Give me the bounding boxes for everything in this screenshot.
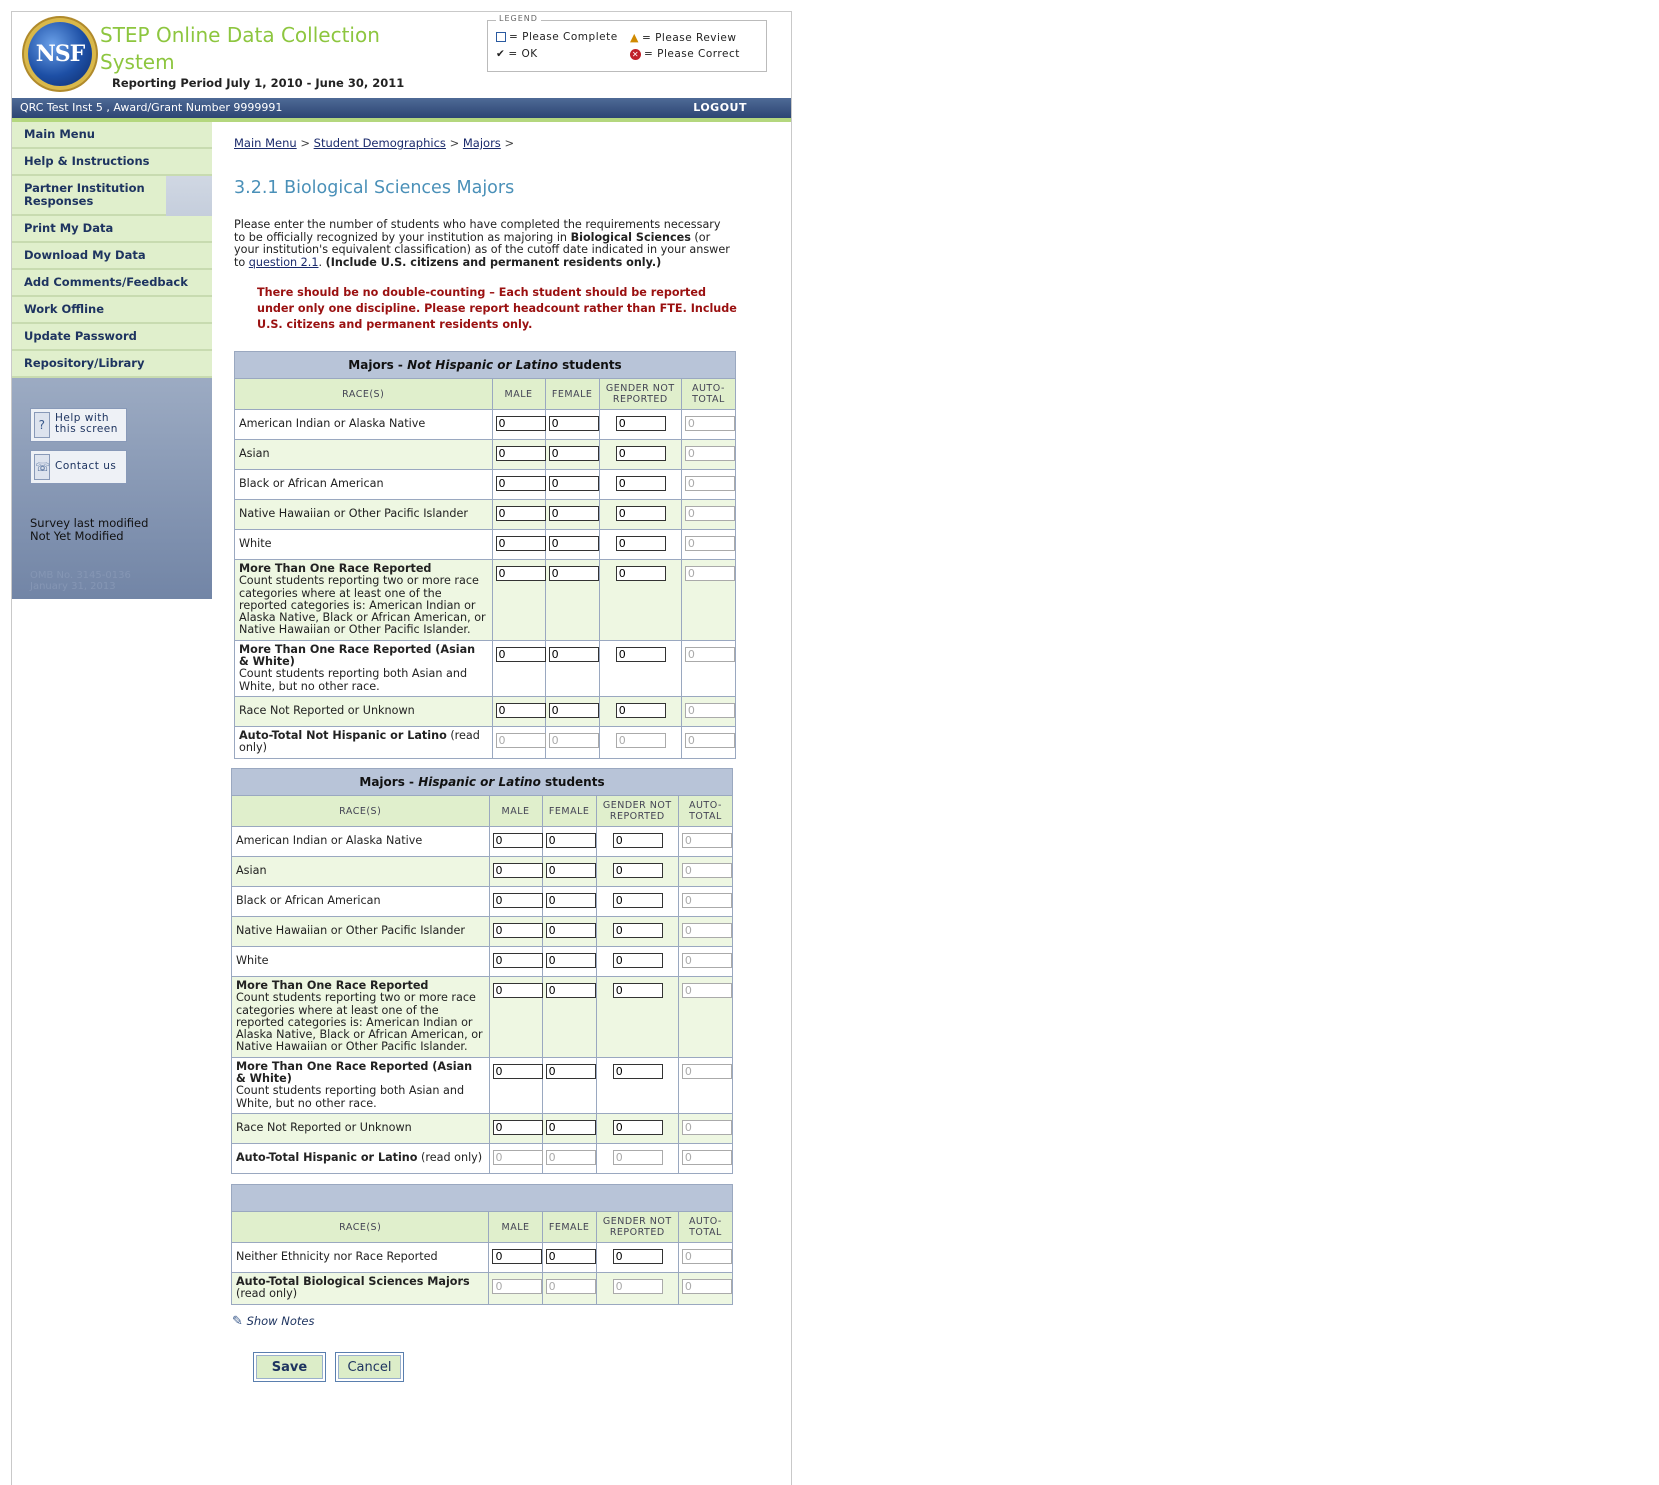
table-row bbox=[232, 887, 733, 917]
table-row bbox=[235, 440, 736, 470]
table-not-hispanic bbox=[234, 351, 736, 759]
row-suffix: (read only) bbox=[417, 1151, 483, 1165]
col-header-auto-total: AUTO-TOTAL bbox=[678, 1212, 732, 1243]
auto-total-field bbox=[685, 446, 735, 461]
caption-suffix: students bbox=[557, 358, 622, 372]
sidebar-item-add-comments[interactable]: Add Comments/Feedback bbox=[12, 270, 212, 297]
total-male-field bbox=[496, 733, 546, 748]
row-label: More Than One Race Reported bbox=[239, 562, 432, 575]
breadcrumb-separator: > bbox=[504, 136, 515, 150]
row-label: More Than One Race Reported (Asian & White) bbox=[236, 1059, 473, 1086]
sidebar-item-repository-library[interactable]: Repository/Library bbox=[12, 351, 212, 378]
contact-us-label: Contact us bbox=[55, 460, 117, 472]
col-header-male: MALE bbox=[489, 1212, 542, 1243]
table-row bbox=[235, 726, 736, 758]
gender-not-reported-input[interactable] bbox=[616, 416, 666, 431]
question-mark-icon: ? bbox=[34, 412, 50, 438]
checkmark-icon: ✔ bbox=[496, 48, 506, 60]
col-header-female: FEMALE bbox=[542, 796, 596, 827]
col-header-male: MALE bbox=[492, 379, 545, 410]
legend-ok bbox=[496, 48, 538, 60]
institution-info: QRC Test Inst 5 , Award/Grant Number 9999991 bbox=[20, 101, 283, 114]
intro-bold-tail: (Include U.S. citizens and permanent residents only.) bbox=[325, 255, 662, 269]
row-description: Count students reporting both Asian and White, but no other race. bbox=[239, 667, 468, 693]
col-header-race: RACE(S) bbox=[232, 1212, 489, 1243]
sidebar-item-download-my-data[interactable]: Download My Data bbox=[12, 243, 212, 270]
female-input[interactable] bbox=[546, 863, 596, 878]
row-label: American Indian or Alaska Native bbox=[232, 827, 490, 857]
row-label: Black or African American bbox=[235, 470, 493, 500]
auto-total-field bbox=[685, 566, 735, 581]
intro-part2: (or your institution's equivalent classification) as of the cutoff date indicated in your answer to bbox=[234, 230, 730, 269]
female-input[interactable] bbox=[549, 416, 599, 431]
male-input[interactable] bbox=[493, 953, 543, 968]
table-row bbox=[235, 696, 736, 726]
table-row bbox=[232, 1243, 733, 1273]
row-label-block bbox=[232, 977, 490, 1058]
row-label-block bbox=[232, 1143, 490, 1173]
col-header-auto-total: AUTO-TOTAL bbox=[681, 379, 735, 410]
male-input[interactable] bbox=[493, 833, 543, 848]
intro-part1: Please enter the number of students who have completed the requirements necessary to be officially recognized by your institution as majoring in bbox=[234, 218, 721, 244]
row-label: Native Hawaiian or Other Pacific Islander bbox=[235, 500, 493, 530]
legend-please-review-label: = Please Review bbox=[641, 32, 737, 44]
empty-square-icon bbox=[496, 32, 506, 42]
breadcrumb-separator: > bbox=[300, 136, 310, 150]
breadcrumb-student-demographics[interactable]: Student Demographics bbox=[313, 136, 446, 150]
female-input[interactable] bbox=[549, 506, 599, 521]
female-input[interactable] bbox=[549, 446, 599, 461]
row-label: White bbox=[235, 530, 493, 560]
intro-text bbox=[234, 219, 734, 269]
save-button[interactable]: Save bbox=[253, 1352, 326, 1382]
main-content bbox=[234, 136, 737, 333]
nsf-logo bbox=[28, 22, 92, 86]
male-input[interactable] bbox=[496, 536, 546, 551]
legend-please-complete-label: = Please Complete bbox=[509, 31, 618, 43]
pencil-note-icon: ✎ bbox=[232, 1314, 243, 1329]
modified-value: Not Yet Modified bbox=[30, 529, 124, 543]
sidebar bbox=[12, 122, 212, 599]
male-input[interactable] bbox=[493, 923, 543, 938]
male-input[interactable] bbox=[496, 566, 546, 581]
auto-total-field bbox=[682, 923, 732, 938]
gender-not-reported-input[interactable] bbox=[616, 536, 666, 551]
legend-ok-label: = OK bbox=[508, 48, 538, 60]
row-description: Count students reporting both Asian and White, but no other race. bbox=[236, 1084, 465, 1110]
page-title: 3.2.1 Biological Sciences Majors bbox=[234, 178, 515, 198]
gender-not-reported-input[interactable] bbox=[613, 833, 663, 848]
header bbox=[12, 12, 791, 98]
total-female-field bbox=[549, 733, 599, 748]
auto-total-field bbox=[682, 1150, 732, 1165]
total-gender-not-reported-field bbox=[613, 1279, 663, 1294]
logout-link[interactable]: LOGOUT bbox=[693, 101, 747, 114]
help-with-screen-label: Help with this screen bbox=[55, 412, 118, 435]
row-label-block bbox=[235, 726, 493, 758]
omb-info bbox=[30, 570, 131, 592]
total-gender-not-reported-field bbox=[613, 1150, 663, 1165]
show-notes-label[interactable]: Show Notes bbox=[246, 1314, 315, 1328]
auto-total-field bbox=[685, 647, 735, 662]
col-header-gender-not-reported: GENDER NOT REPORTED bbox=[596, 796, 678, 827]
female-input[interactable] bbox=[546, 983, 596, 998]
total-gender-not-reported-field bbox=[616, 733, 666, 748]
total-male-field bbox=[493, 1150, 543, 1165]
table-row bbox=[232, 1113, 733, 1143]
gender-not-reported-input[interactable] bbox=[613, 1249, 663, 1264]
page-container bbox=[11, 11, 792, 1485]
breadcrumb-separator: > bbox=[449, 136, 460, 150]
female-input[interactable] bbox=[546, 833, 596, 848]
table-row bbox=[232, 977, 733, 1058]
col-header-gender-not-reported: GENDER NOT REPORTED bbox=[596, 1212, 678, 1243]
row-label-block bbox=[235, 640, 493, 696]
female-input[interactable] bbox=[546, 1120, 596, 1135]
table-overall-total bbox=[231, 1184, 733, 1305]
table-row bbox=[232, 1057, 733, 1113]
reporting-period: Reporting Period July 1, 2010 - June 30, 2011 bbox=[112, 76, 405, 90]
row-description: Count students reporting two or more race categories where at least one of the reported categories is: American Indian or Alaska Native, Black or African American, or Native Hawaiian or Other Pacific Islander. bbox=[236, 991, 483, 1054]
auto-total-field bbox=[682, 863, 732, 878]
help-with-screen-button[interactable] bbox=[30, 408, 127, 442]
male-input[interactable] bbox=[496, 647, 546, 662]
gender-not-reported-input[interactable] bbox=[616, 703, 666, 718]
female-input[interactable] bbox=[546, 953, 596, 968]
legend-title: LEGEND bbox=[496, 14, 541, 23]
app-title: STEP Online Data Collection System bbox=[100, 23, 380, 74]
female-input[interactable] bbox=[546, 1249, 596, 1264]
female-input[interactable] bbox=[546, 923, 596, 938]
male-input[interactable] bbox=[493, 893, 543, 908]
auto-total-field bbox=[685, 416, 735, 431]
male-input[interactable] bbox=[493, 1120, 543, 1135]
female-input[interactable] bbox=[549, 476, 599, 491]
legend-please-complete bbox=[496, 31, 618, 43]
caption-prefix: Majors - bbox=[348, 358, 408, 372]
legend bbox=[487, 14, 767, 72]
top-bar bbox=[12, 98, 791, 118]
auto-total-field bbox=[682, 1279, 732, 1294]
contact-us-button[interactable] bbox=[30, 450, 127, 484]
table-caption bbox=[232, 769, 733, 796]
auto-total-field bbox=[685, 536, 735, 551]
gender-not-reported-input[interactable] bbox=[616, 476, 666, 491]
row-description: Count students reporting two or more race categories where at least one of the reported categories is: American Indian or Alaska Native, Black or African American, or Native Hawaiian or Other Pacific Islander. bbox=[239, 574, 486, 637]
male-input[interactable] bbox=[496, 476, 546, 491]
female-input[interactable] bbox=[549, 703, 599, 718]
table-caption bbox=[232, 1185, 733, 1212]
col-header-gender-not-reported: GENDER NOT REPORTED bbox=[599, 379, 681, 410]
row-suffix: (read only) bbox=[236, 1287, 298, 1301]
male-input[interactable] bbox=[496, 446, 546, 461]
intro-part3: . bbox=[318, 255, 326, 269]
row-label-block bbox=[235, 560, 493, 641]
error-circle-icon: ✕ bbox=[631, 49, 640, 59]
row-label: More Than One Race Reported (Asian & White) bbox=[239, 642, 476, 669]
auto-total-field bbox=[682, 983, 732, 998]
row-label: More Than One Race Reported bbox=[236, 979, 429, 992]
auto-total-field bbox=[685, 476, 735, 491]
female-input[interactable] bbox=[549, 566, 599, 581]
row-label: White bbox=[232, 947, 490, 977]
table-row bbox=[232, 947, 733, 977]
double-counting-warning: There should be no double-counting – Each student should be reported under only one discipline. Please report headcount rather than FTE. Include U.S. citizens and permanent residents only. bbox=[257, 286, 737, 331]
col-header-female: FEMALE bbox=[542, 1212, 596, 1243]
table-row bbox=[235, 640, 736, 696]
table-row bbox=[235, 560, 736, 641]
auto-total-field bbox=[682, 833, 732, 848]
gender-not-reported-input[interactable] bbox=[613, 863, 663, 878]
auto-total-field bbox=[682, 893, 732, 908]
col-header-male: MALE bbox=[489, 796, 542, 827]
gender-not-reported-input[interactable] bbox=[613, 893, 663, 908]
table-row bbox=[232, 1143, 733, 1173]
phone-icon: ☏ bbox=[34, 454, 50, 480]
female-input[interactable] bbox=[549, 536, 599, 551]
row-label-block bbox=[232, 1273, 489, 1305]
caption-suffix: students bbox=[540, 775, 605, 789]
row-label: Race Not Reported or Unknown bbox=[232, 1113, 490, 1143]
gender-not-reported-input[interactable] bbox=[616, 506, 666, 521]
female-input[interactable] bbox=[546, 893, 596, 908]
breadcrumb bbox=[234, 136, 734, 150]
col-header-race: RACE(S) bbox=[235, 379, 493, 410]
male-input[interactable] bbox=[493, 983, 543, 998]
row-label: Neither Ethnicity nor Race Reported bbox=[232, 1243, 489, 1273]
male-input[interactable] bbox=[492, 1249, 542, 1264]
row-suffix: (read only) bbox=[239, 728, 480, 755]
cancel-button[interactable]: Cancel bbox=[335, 1352, 404, 1382]
table-row bbox=[232, 857, 733, 887]
male-input[interactable] bbox=[496, 416, 546, 431]
row-label-block bbox=[232, 1057, 490, 1113]
table-row bbox=[235, 530, 736, 560]
sidebar-item-print-my-data[interactable]: Print My Data bbox=[12, 216, 212, 243]
total-female-field bbox=[546, 1150, 596, 1165]
male-input[interactable] bbox=[496, 703, 546, 718]
breadcrumb-main-menu[interactable]: Main Menu bbox=[234, 136, 297, 150]
col-header-auto-total: AUTO-TOTAL bbox=[678, 796, 732, 827]
table-row bbox=[235, 410, 736, 440]
female-input[interactable] bbox=[546, 1064, 596, 1079]
row-label: Auto-Total Biological Sciences Majors bbox=[236, 1275, 470, 1288]
auto-total-field bbox=[685, 506, 735, 521]
female-input[interactable] bbox=[549, 647, 599, 662]
gender-not-reported-input[interactable] bbox=[613, 1064, 663, 1079]
show-notes-link[interactable] bbox=[232, 1314, 314, 1329]
col-header-race: RACE(S) bbox=[232, 796, 490, 827]
auto-total-field bbox=[685, 733, 735, 748]
logo-text: NSF bbox=[35, 41, 85, 67]
question-link[interactable]: question 2.1 bbox=[248, 255, 319, 269]
total-female-field bbox=[546, 1279, 596, 1294]
gender-not-reported-input[interactable] bbox=[613, 953, 663, 968]
row-label: Race Not Reported or Unknown bbox=[235, 696, 493, 726]
legend-please-review bbox=[630, 31, 736, 44]
table-row bbox=[235, 470, 736, 500]
caption-prefix: Majors - bbox=[359, 775, 419, 789]
survey-modified-info bbox=[30, 517, 148, 543]
sidebar-item-partner-institution-responses[interactable]: Partner Institution Responses bbox=[12, 176, 166, 216]
row-label: Asian bbox=[235, 440, 493, 470]
table-caption bbox=[235, 352, 736, 379]
modified-label: Survey last modified bbox=[30, 516, 149, 530]
male-input[interactable] bbox=[496, 506, 546, 521]
table-hispanic bbox=[231, 768, 733, 1174]
male-input[interactable] bbox=[493, 863, 543, 878]
table-row bbox=[235, 500, 736, 530]
intro-field: Biological Sciences bbox=[570, 230, 691, 244]
auto-total-field bbox=[685, 703, 735, 718]
auto-total-field bbox=[682, 1064, 732, 1079]
gender-not-reported-input[interactable] bbox=[616, 566, 666, 581]
omb-number: OMB No. 3145-0136 bbox=[30, 570, 131, 581]
gender-not-reported-input[interactable] bbox=[616, 446, 666, 461]
row-label: Auto-Total Not Hispanic or Latino bbox=[239, 728, 447, 742]
table-row bbox=[232, 827, 733, 857]
table-row bbox=[232, 1273, 733, 1305]
row-label: Native Hawaiian or Other Pacific Islander bbox=[232, 917, 490, 947]
total-male-field bbox=[492, 1279, 542, 1294]
legend-please-correct-label: = Please Correct bbox=[644, 48, 740, 60]
table-row bbox=[232, 917, 733, 947]
auto-total-field bbox=[682, 953, 732, 968]
auto-total-field bbox=[682, 1249, 732, 1264]
row-label: Black or African American bbox=[232, 887, 490, 917]
row-label: Asian bbox=[232, 857, 490, 887]
row-label: American Indian or Alaska Native bbox=[235, 410, 493, 440]
gender-not-reported-input[interactable] bbox=[613, 923, 663, 938]
warning-triangle-icon: ▲ bbox=[630, 31, 639, 44]
sidebar-item-update-password[interactable]: Update Password bbox=[12, 324, 212, 351]
sidebar-item-main-menu[interactable]: Main Menu bbox=[12, 122, 212, 149]
male-input[interactable] bbox=[493, 1064, 543, 1079]
auto-total-field bbox=[682, 1120, 732, 1135]
gender-not-reported-input[interactable] bbox=[613, 983, 663, 998]
sidebar-item-help-instructions[interactable]: Help & Instructions bbox=[12, 149, 212, 176]
gender-not-reported-input[interactable] bbox=[616, 647, 666, 662]
gender-not-reported-input[interactable] bbox=[613, 1120, 663, 1135]
legend-please-correct bbox=[630, 48, 740, 60]
row-label: Auto-Total Hispanic or Latino bbox=[236, 1151, 418, 1165]
omb-date: January 31, 2013 bbox=[30, 581, 116, 592]
caption-italic: Not Hispanic or Latino bbox=[407, 358, 558, 372]
breadcrumb-majors[interactable]: Majors bbox=[462, 136, 501, 150]
caption-italic: Hispanic or Latino bbox=[418, 775, 541, 789]
col-header-female: FEMALE bbox=[545, 379, 599, 410]
sidebar-item-work-offline[interactable]: Work Offline bbox=[12, 297, 212, 324]
